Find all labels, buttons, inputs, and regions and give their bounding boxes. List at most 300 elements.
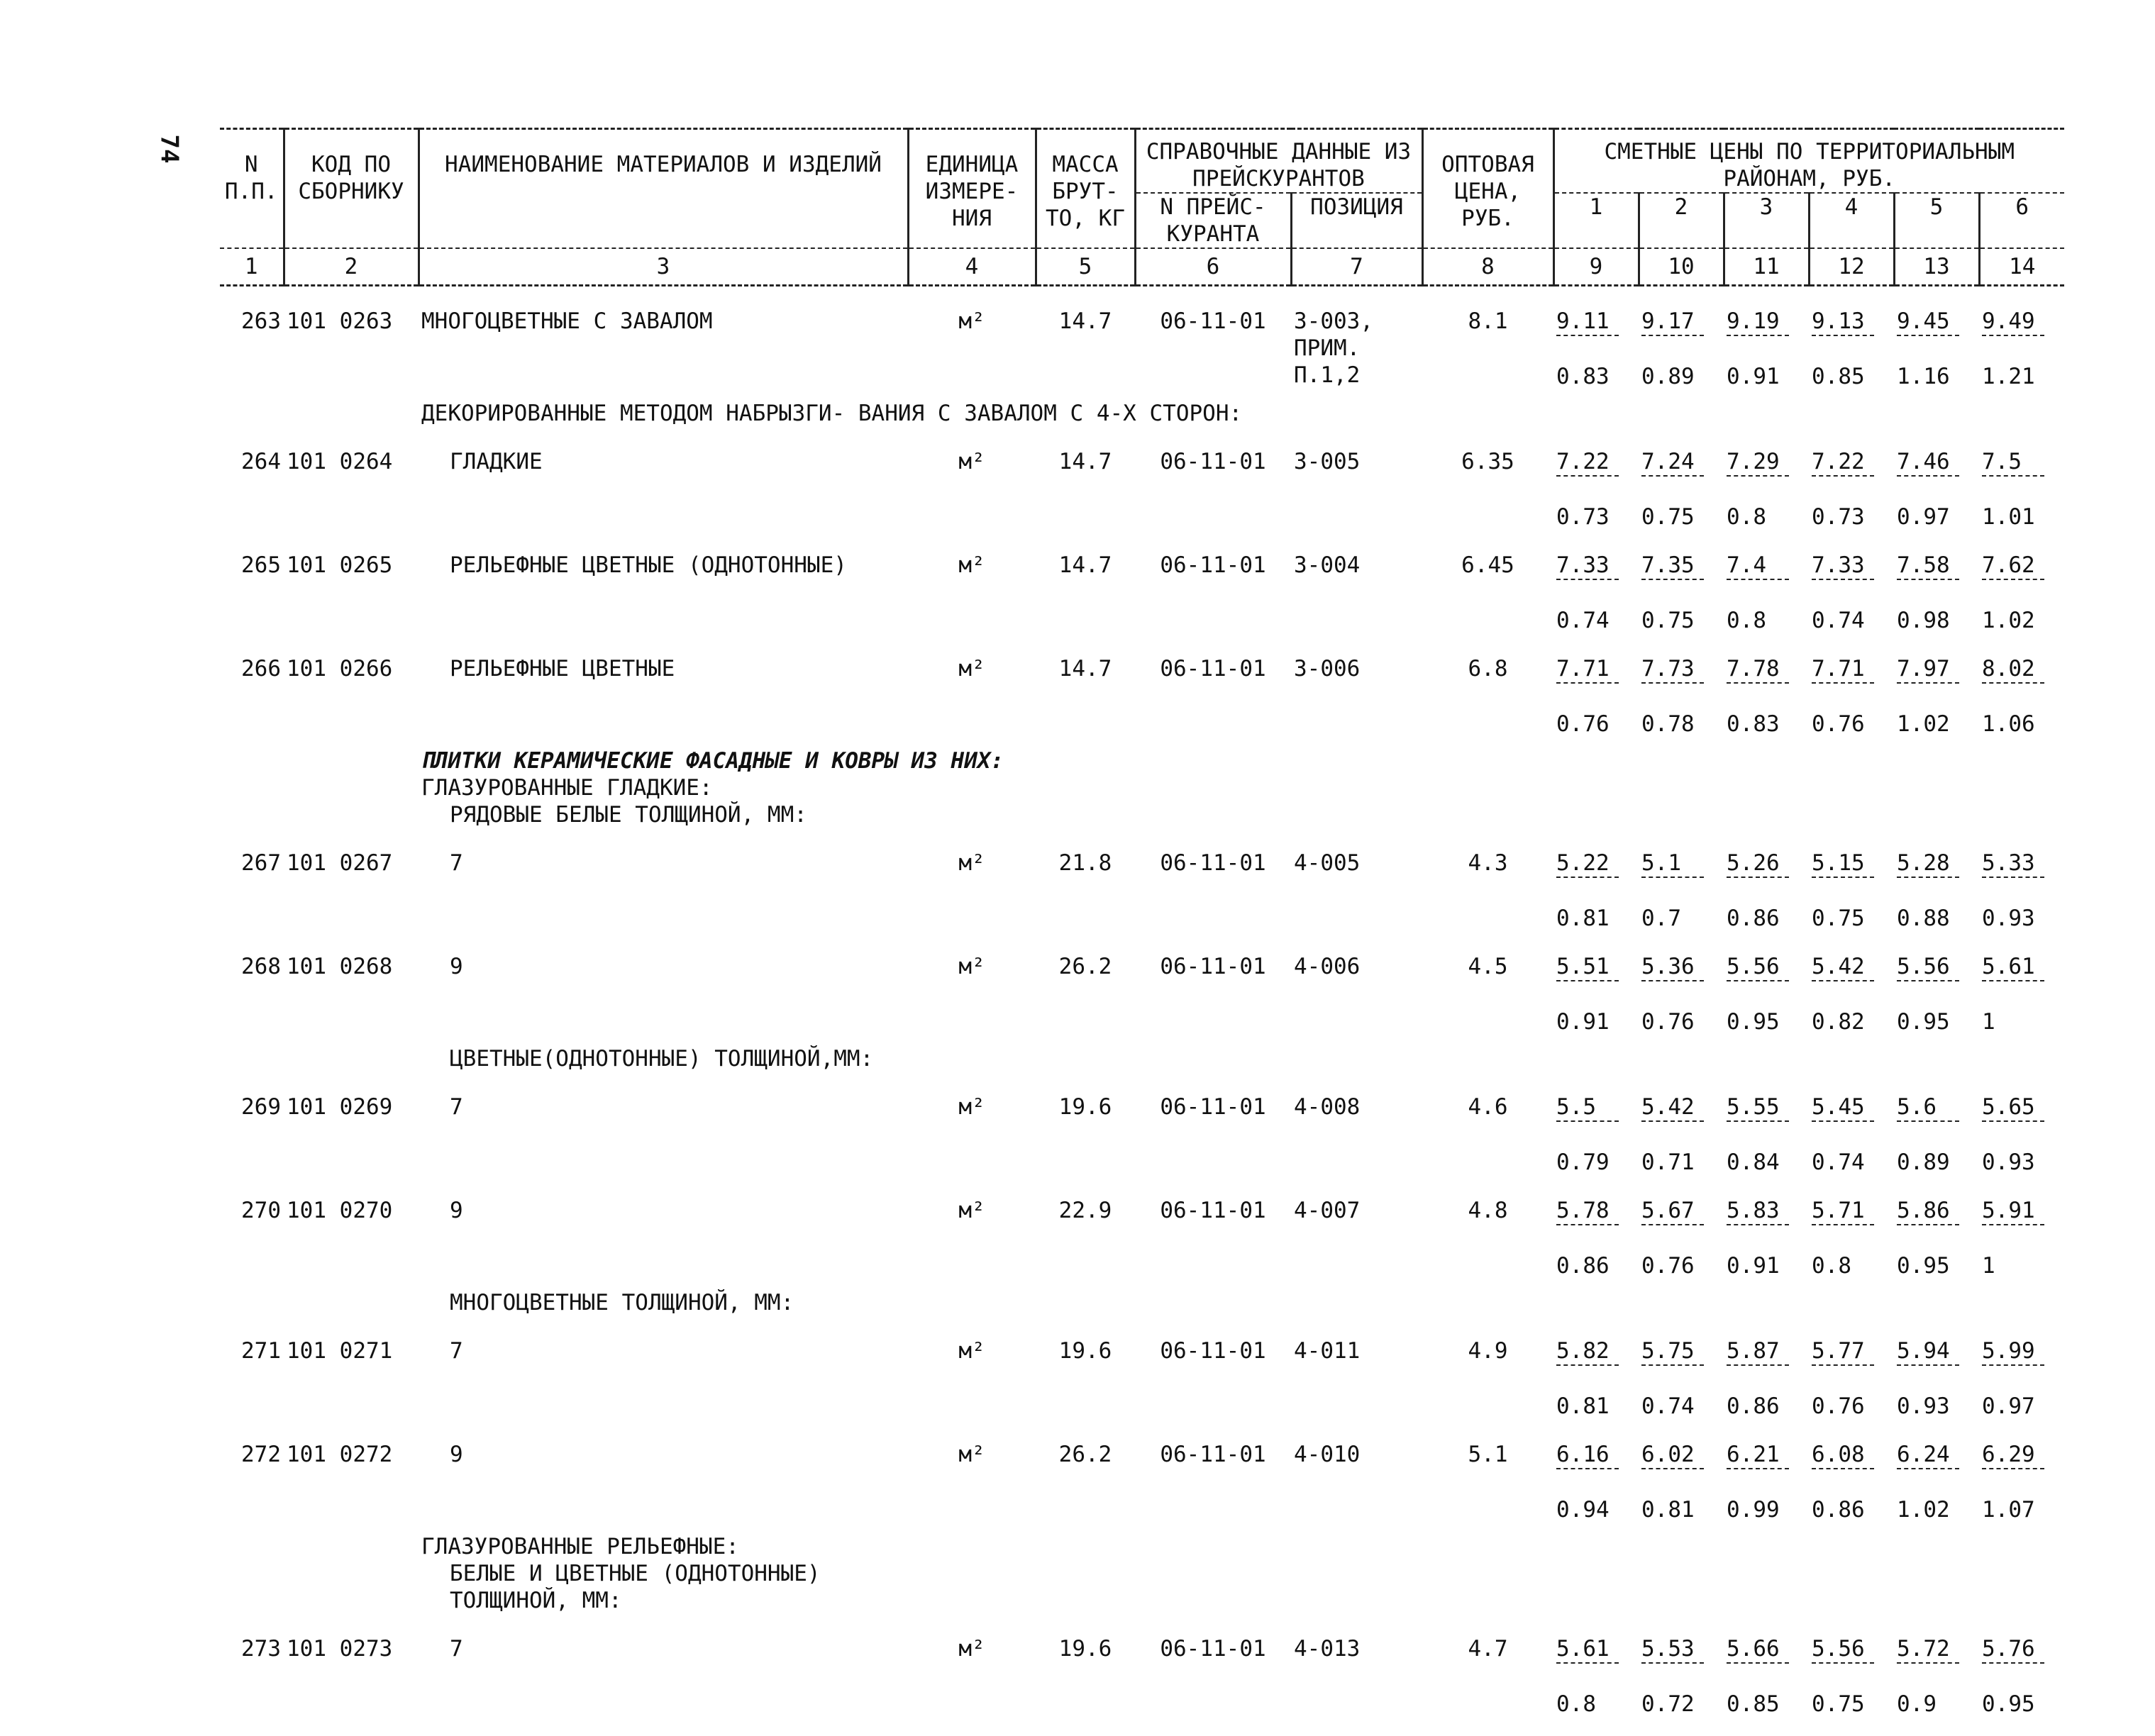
row-region-1-price [1553,634,1639,738]
price-table-sheet [220,128,2064,1718]
row-unit: м² [958,1198,985,1223]
table-row [220,286,2064,391]
row-region-6-price [1979,634,2064,738]
row-name: 7 [450,1094,463,1120]
row-unit: м² [958,656,985,681]
estimate-price: 7.22 [1812,448,1874,477]
row-price-list: 06-11-01 [1160,850,1266,876]
header-reference: СПРАВОЧНЫЕ ДАННЫЕ ИЗ ПРЕЙСКУРАНТОВ [1135,129,1422,194]
row-region-3-price [1724,1316,1809,1420]
estimate-price: 6.08 [1812,1441,1874,1469]
header-estimate: СМЕТНЫЕ ЦЕНЫ ПО ТЕРРИТОРИАЛЬНЫМ РАЙОНАМ, РУБ. [1553,129,2064,194]
row-region-5-price [1894,427,1979,530]
row-region-2-price [1639,1176,1724,1279]
row-number: 266 [241,656,281,681]
estimate-price: 7.22 [1556,448,1619,477]
estimate-price: 5.71 [1812,1197,1874,1225]
header-name: НАИМЕНОВАНИЕ МАТЕРИАЛОВ И ИЗДЕЛИЙ [419,129,908,249]
estimate-price: 5.65 [1982,1094,2044,1122]
row-price-list: 06-11-01 [1160,1198,1266,1223]
row-position: 4-013 [1294,1636,1361,1662]
row-region-4-price [1809,1176,1894,1279]
transport-price: 1 [1982,1253,1995,1279]
row-name: 7 [450,850,463,876]
transport-price: 0.95 [1897,1009,1950,1035]
row-region-4-price [1809,530,1894,634]
table-row [220,530,2064,634]
row-wholesale: 4.5 [1468,954,1508,979]
estimate-price: 5.56 [1812,1635,1874,1664]
group-heading: ГЛАЗУРОВАННЫЕ ГЛАДКИЕ: [421,775,713,801]
transport-price: 0.91 [1556,1009,1610,1035]
transport-price: 0.95 [1982,1691,2035,1717]
transport-price: 0.76 [1641,1253,1695,1279]
estimate-price: 7.4 [1727,552,1789,580]
estimate-price: 6.24 [1897,1441,1959,1469]
transport-price: 0.8 [1556,1691,1596,1717]
transport-price: 1.02 [1982,608,2035,633]
row-region-1-price [1553,427,1639,530]
transport-price: 0.75 [1812,906,1865,931]
transport-price: 0.84 [1727,1150,1780,1175]
header-region-1: 1 [1553,193,1639,248]
transport-price: 0.93 [1982,1150,2035,1175]
colnum-10: 10 [1639,248,1724,286]
row-region-6-price [1979,427,2064,530]
row-region-5-price [1894,1316,1979,1420]
row-code: 101 0272 [287,1442,393,1467]
estimate-price: 7.97 [1897,655,1959,684]
row-region-3-price [1724,1614,1809,1718]
estimate-price: 7.29 [1727,448,1789,477]
transport-price: 0.8 [1727,608,1766,633]
transport-price: 0.93 [1982,906,2035,931]
row-region-3-price [1724,828,1809,932]
row-region-6-price [1979,1316,2064,1420]
row-region-5-price [1894,828,1979,932]
header-n: N П.П. [220,129,284,249]
estimate-price: 5.61 [1556,1635,1619,1664]
estimate-price: 5.61 [1982,953,2044,981]
row-region-4-price [1809,828,1894,932]
row-wholesale: 6.45 [1461,552,1514,578]
transport-price: 0.82 [1812,1009,1865,1035]
row-region-5-price [1894,1072,1979,1176]
row-region-2-price [1639,932,1724,1035]
row-region-6-price [1979,1176,2064,1279]
transport-price: 0.74 [1641,1393,1695,1419]
table-row [220,1316,2064,1420]
row-region-5-price [1894,634,1979,738]
row-wholesale: 8.1 [1468,308,1508,334]
row-region-3-price [1724,1176,1809,1279]
row-price-list: 06-11-01 [1160,656,1266,681]
row-region-1-price [1553,828,1639,932]
colnum-7: 7 [1291,248,1422,286]
estimate-price: 5.33 [1982,850,2044,878]
transport-price: 0.83 [1556,364,1610,389]
transport-price: 0.8 [1727,504,1766,530]
row-region-2-price [1639,828,1724,932]
group-heading: ЦВЕТНЫЕ(ОДНОТОННЫЕ) ТОЛЩИНОЙ,ММ: [450,1046,874,1072]
transport-price: 0.97 [1982,1393,2035,1419]
transport-price: 0.89 [1897,1150,1950,1175]
row-number: 270 [241,1198,281,1223]
transport-price: 1.16 [1897,364,1950,389]
row-number: 271 [241,1338,281,1364]
header-wholesale: ОПТОВАЯ ЦЕНА, РУБ. [1422,129,1553,249]
colnum-11: 11 [1724,248,1809,286]
price-table [220,128,2064,1718]
estimate-price: 5.1 [1641,850,1704,878]
estimate-price: 7.58 [1897,552,1959,580]
colnum-6: 6 [1135,248,1291,286]
row-region-4-price [1809,1614,1894,1718]
row-position: 4-006 [1294,954,1361,979]
transport-price: 0.9 [1897,1691,1937,1717]
row-code: 101 0266 [287,656,393,681]
estimate-price: 5.91 [1982,1197,2044,1225]
row-region-4-price [1809,286,1894,391]
colnum-14: 14 [1979,248,2064,286]
transport-price: 0.74 [1812,1150,1865,1175]
row-region-1-price [1553,530,1639,634]
row-region-3-price [1724,427,1809,530]
transport-price: 1 [1982,1009,1995,1035]
row-mass: 19.6 [1058,1338,1112,1364]
transport-price: 0.95 [1897,1253,1950,1279]
row-region-1-price [1553,1420,1639,1523]
row-name: ГЛАДКИЕ [450,449,543,474]
header-region-5: 5 [1894,193,1979,248]
colnum-5: 5 [1036,248,1135,286]
estimate-price: 7.73 [1641,655,1704,684]
row-name: 9 [450,954,463,979]
transport-price: 0.89 [1641,364,1695,389]
estimate-price: 5.56 [1727,953,1789,981]
header-region-6: 6 [1979,193,2064,248]
transport-price: 0.94 [1556,1497,1610,1523]
row-mass: 14.7 [1058,308,1112,334]
row-region-5-price [1894,286,1979,391]
row-position: 3-005 [1294,449,1361,474]
group-heading: БЕЛЫЕ И ЦВЕТНЫЕ (ОДНОТОННЫЕ) [450,1561,821,1586]
header-region-3: 3 [1724,193,1809,248]
row-unit: м² [958,449,985,474]
estimate-price: 5.99 [1982,1337,2044,1366]
estimate-price: 5.51 [1556,953,1619,981]
row-number: 265 [241,552,281,578]
colnum-2: 2 [284,248,419,286]
row-price-list: 06-11-01 [1160,954,1266,979]
row-name: РЕЛЬЕФНЫЕ ЦВЕТНЫЕ (ОДНОТОННЫЕ) [450,552,847,578]
estimate-price: 9.45 [1897,308,1959,336]
table-body [220,286,2064,1718]
row-region-1-price [1553,932,1639,1035]
estimate-price: 7.62 [1982,552,2044,580]
row-region-6-price [1979,932,2064,1035]
estimate-price: 5.22 [1556,850,1619,878]
transport-price: 0.85 [1727,1691,1780,1717]
row-position: 3-006 [1294,656,1361,681]
estimate-price: 5.5 [1556,1094,1619,1122]
estimate-price: 5.66 [1727,1635,1789,1664]
row-region-4-price [1809,634,1894,738]
row-code: 101 0268 [287,954,393,979]
row-position: 4-005 [1294,850,1361,876]
estimate-price: 5.72 [1897,1635,1959,1664]
estimate-price: 9.17 [1641,308,1704,336]
row-number: 269 [241,1094,281,1120]
transport-price: 1.02 [1897,1497,1950,1523]
row-region-4-price [1809,1072,1894,1176]
transport-price: 0.79 [1556,1150,1610,1175]
transport-price: 0.75 [1641,504,1695,530]
header-price-list: N ПРЕЙС- КУРАНТА [1135,193,1291,248]
colnum-12: 12 [1809,248,1894,286]
row-code: 101 0263 [287,308,393,334]
row-unit: м² [958,954,985,979]
row-region-3-price [1724,634,1809,738]
header-unit: ЕДИНИЦА ИЗМЕРЕ- НИЯ [908,129,1036,249]
estimate-price: 7.33 [1812,552,1874,580]
estimate-price: 5.67 [1641,1197,1704,1225]
table-header [220,129,2064,286]
row-position: 4-010 [1294,1442,1361,1467]
transport-price: 0.7 [1641,906,1681,931]
row-name: МНОГОЦВЕТНЫЕ С ЗАВАЛОМ [421,308,713,334]
page-number: 74 [155,134,184,164]
estimate-price: 5.42 [1641,1094,1704,1122]
transport-price: 0.76 [1641,1009,1695,1035]
estimate-price: 5.45 [1812,1094,1874,1122]
colnum-9: 9 [1553,248,1639,286]
colnum-1: 1 [220,248,284,286]
row-region-6-price [1979,1072,2064,1176]
column-numbers-row [220,248,2064,286]
row-region-3-price [1724,1420,1809,1523]
estimate-price: 6.02 [1641,1441,1704,1469]
transport-price: 0.76 [1812,711,1865,737]
row-price-list: 06-11-01 [1160,1442,1266,1467]
transport-price: 1.06 [1982,711,2035,737]
row-wholesale: 4.9 [1468,1338,1508,1364]
row-region-3-price [1724,530,1809,634]
row-mass: 26.2 [1058,954,1112,979]
row-mass: 14.7 [1058,656,1112,681]
row-region-5-price [1894,1614,1979,1718]
row-mass: 14.7 [1058,449,1112,474]
group-heading: ТОЛЩИНОЙ, ММ: [450,1588,622,1613]
row-wholesale: 5.1 [1468,1442,1508,1467]
estimate-price: 7.71 [1812,655,1874,684]
transport-price: 0.86 [1727,1393,1780,1419]
group-heading: РЯДОВЫЕ БЕЛЫЕ ТОЛЩИНОЙ, ММ: [450,802,807,828]
table-row [220,1072,2064,1176]
row-price-list: 06-11-01 [1160,1636,1266,1662]
table-row [220,1614,2064,1718]
transport-price: 0.83 [1727,711,1780,737]
transport-price: 0.78 [1641,711,1695,737]
row-name: РЕЛЬЕФНЫЕ ЦВЕТНЫЕ [450,656,675,681]
row-mass: 19.6 [1058,1094,1112,1120]
row-position: 4-008 [1294,1094,1361,1120]
transport-price: 0.88 [1897,906,1950,931]
transport-price: 0.98 [1897,608,1950,633]
row-name: 9 [450,1442,463,1467]
row-position: 4-007 [1294,1198,1361,1223]
estimate-price: 5.6 [1897,1094,1959,1122]
estimate-price: 5.36 [1641,953,1704,981]
transport-price: 0.74 [1556,608,1610,633]
row-unit: м² [958,308,985,334]
transport-price: 0.91 [1727,364,1780,389]
row-region-4-price [1809,932,1894,1035]
row-unit: м² [958,1094,985,1120]
estimate-price: 5.77 [1812,1337,1874,1366]
colnum-3: 3 [419,248,908,286]
row-region-4-price [1809,1316,1894,1420]
row-name: 7 [450,1636,463,1662]
transport-price: 1.01 [1982,504,2035,530]
estimate-price: 5.26 [1727,850,1789,878]
row-region-6-price [1979,1420,2064,1523]
row-number: 264 [241,449,281,474]
estimate-price: 5.28 [1897,850,1959,878]
row-wholesale: 4.7 [1468,1636,1508,1662]
estimate-price: 5.53 [1641,1635,1704,1664]
estimate-price: 5.87 [1727,1337,1789,1366]
row-region-2-price [1639,634,1724,738]
transport-price: 0.93 [1897,1393,1950,1419]
header-position: ПОЗИЦИЯ [1291,193,1422,248]
transport-price: 0.81 [1641,1497,1695,1523]
transport-price: 0.99 [1727,1497,1780,1523]
estimate-price: 6.29 [1982,1441,2044,1469]
row-position: 4-011 [1294,1338,1361,1364]
transport-price: 0.8 [1812,1253,1851,1279]
estimate-price: 7.33 [1556,552,1619,580]
estimate-price: 5.75 [1641,1337,1704,1366]
table-row [220,932,2064,1035]
transport-price: 0.85 [1812,364,1865,389]
row-mass: 21.8 [1058,850,1112,876]
estimate-price: 7.71 [1556,655,1619,684]
estimate-price: 7.46 [1897,448,1959,477]
row-wholesale: 4.3 [1468,850,1508,876]
estimate-price: 5.83 [1727,1197,1789,1225]
transport-price: 0.76 [1556,711,1610,737]
header-code: КОД ПО СБОРНИКУ [284,129,419,249]
row-price-list: 06-11-01 [1160,308,1266,334]
estimate-price: 9.11 [1556,308,1619,336]
row-code: 101 0270 [287,1198,393,1223]
row-region-2-price [1639,530,1724,634]
header-region-2: 2 [1639,193,1724,248]
estimate-price: 5.82 [1556,1337,1619,1366]
transport-price: 0.97 [1897,504,1950,530]
table-row [220,1176,2064,1279]
estimate-price: 5.42 [1812,953,1874,981]
estimate-price: 6.21 [1727,1441,1789,1469]
row-code: 101 0269 [287,1094,393,1120]
row-region-2-price [1639,427,1724,530]
transport-price: 0.81 [1556,906,1610,931]
row-position: 3-004 [1294,552,1361,578]
group-heading: ДЕКОРИРОВАННЫЕ МЕТОДОМ НАБРЫЗГИ- ВАНИЯ С ЗАВАЛОМ С 4-Х СТОРОН: [421,401,1243,426]
row-number: 267 [241,850,281,876]
row-region-5-price [1894,932,1979,1035]
row-code: 101 0267 [287,850,393,876]
row-region-5-price [1894,530,1979,634]
row-number: 272 [241,1442,281,1467]
transport-price: 1.07 [1982,1497,2035,1523]
row-region-6-price [1979,286,2064,391]
row-region-3-price [1724,932,1809,1035]
table-row [220,427,2064,530]
transport-price: 0.86 [1727,906,1780,931]
header-mass: МАССА БРУТ- ТО, КГ [1036,129,1135,249]
estimate-price: 9.49 [1982,308,2044,336]
estimate-price: 9.13 [1812,308,1874,336]
transport-price: 0.86 [1556,1253,1610,1279]
row-wholesale: 4.8 [1468,1198,1508,1223]
row-wholesale: 6.35 [1461,449,1514,474]
estimate-price: 7.78 [1727,655,1789,684]
colnum-13: 13 [1894,248,1979,286]
row-region-5-price [1894,1420,1979,1523]
transport-price: 0.73 [1812,504,1865,530]
transport-price: 0.73 [1556,504,1610,530]
row-region-3-price [1724,1072,1809,1176]
transport-price: 0.75 [1812,1691,1865,1717]
row-price-list: 06-11-01 [1160,1338,1266,1364]
row-code: 101 0265 [287,552,393,578]
row-unit: м² [958,552,985,578]
row-region-6-price [1979,1614,2064,1718]
estimate-price: 5.86 [1897,1197,1959,1225]
transport-price: 1.02 [1897,711,1950,737]
row-region-3-price [1724,286,1809,391]
row-number: 263 [241,308,281,334]
estimate-price: 7.5 [1982,448,2044,477]
row-region-5-price [1894,1176,1979,1279]
transport-price: 0.95 [1727,1009,1780,1035]
row-code: 101 0273 [287,1636,393,1662]
row-unit: м² [958,1442,985,1467]
row-region-1-price [1553,1614,1639,1718]
transport-price: 0.75 [1641,608,1695,633]
estimate-price: 8.02 [1982,655,2044,684]
row-unit: м² [958,1338,985,1364]
row-region-2-price [1639,1614,1724,1718]
row-price-list: 06-11-01 [1160,552,1266,578]
group-heading: ПЛИТКИ КЕРАМИЧЕСКИЕ ФАСАДНЫЕ И КОВРЫ ИЗ НИХ: [421,748,1004,774]
transport-price: 0.72 [1641,1691,1695,1717]
table-row [220,1420,2064,1523]
transport-price: 0.91 [1727,1253,1780,1279]
table-row [220,828,2064,932]
row-region-2-price [1639,1420,1724,1523]
row-mass: 26.2 [1058,1442,1112,1467]
row-code: 101 0264 [287,449,393,474]
estimate-price: 9.19 [1727,308,1789,336]
colnum-4: 4 [908,248,1036,286]
transport-price: 1.21 [1982,364,2035,389]
row-region-1-price [1553,1316,1639,1420]
estimate-price: 7.35 [1641,552,1704,580]
row-mass: 22.9 [1058,1198,1112,1223]
